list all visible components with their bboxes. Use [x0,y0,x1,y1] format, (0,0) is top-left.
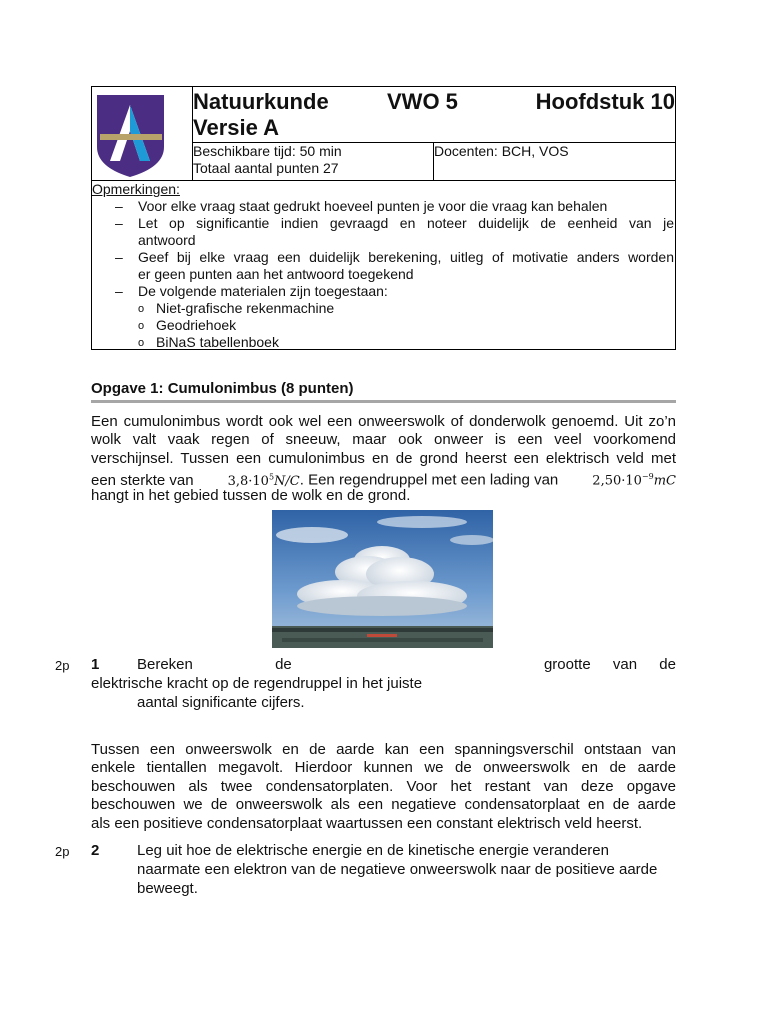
logo-letter: A [130,106,132,108]
text-line: hangt in het gebied tussen de wolk en de grond. [91,486,411,504]
text-line: beschouwen we de onweerswolk als een negatieve condensatorplaat en de aarde [91,796,676,814]
total-points: Totaal aantal punten 27 [193,160,339,176]
section-divider [91,400,676,403]
dash-bullet: – [115,249,123,265]
remark-text: De volgende materialen zijn toegestaan: [138,283,388,299]
circle-bullet: o [138,303,145,315]
text-line: verschijnsel. Tussen een cumulonimbus en de grond heerst een elektrisch veld met [91,449,676,467]
remark-item [115,215,674,249]
charge-exponent: −9 [641,472,654,482]
question-1-line2: elektrische kracht op de regendruppel in het juiste [91,675,423,692]
question-1-points: 2p [55,658,70,673]
remarks-cell [92,180,675,349]
text-line: Tussen een onweerswolk en de aarde kan een spanningsverschil ontstaan van [91,741,676,758]
remark-item [115,249,674,283]
text-fragment: . Een regendruppel met een lading van [299,471,559,489]
field-exponent: 5 [268,472,275,482]
question-2-line1: Leg uit hoe de elektrische energie en de kinetische energie veranderen [137,842,609,859]
text-line: als een positieve condensatorplaat waartussen een constant elektrisch veld heerst. [91,814,643,832]
circle-bullet: o [138,320,145,332]
remark-text: antwoord [138,232,196,248]
school-logo [92,87,193,180]
dash-bullet: – [115,198,123,214]
field-mantissa: 3,8·10 [227,473,269,489]
question-2-points: 2p [55,844,70,859]
q1-word: grootte [543,656,591,673]
text-line: wolk valt vaak regen of sneeuw, maar ook onweer is een veel voorkomend [91,431,676,449]
title-cell [193,87,675,143]
question-2-number: 2 [91,842,100,859]
material-text: Geodriehoek [156,317,237,333]
intro-paragraph [91,413,676,505]
subject-title: Natuurkunde [193,89,329,114]
remark-text: Geef bij elke vraag een duidelijk berekening, uitleg of motivatie anders worden [138,249,674,265]
remark-item [115,198,674,215]
field-unit: N/C [274,473,300,489]
dash-bullet: – [115,283,123,299]
q1-word: de [659,656,676,673]
question-1-number: 1 [91,656,100,673]
text-line: enkele tientallen megavolt. Hierdoor kunnen we de onweerswolk en de aarde [91,759,676,777]
teachers-cell [434,143,675,180]
remark-text: Let op significantie indien gevraagd en noteer duidelijk de eenheid van je [138,215,674,231]
dash-bullet: – [115,215,123,231]
cumulonimbus-photo [272,510,493,648]
section-heading: Opgave 1: Cumulonimbus (8 punten) [91,380,354,397]
charge-value [592,468,676,491]
q1-word: van [612,656,638,673]
material-item [138,317,237,334]
level-title: VWO 5 [387,89,458,114]
condensator-paragraph [91,741,676,833]
text-line [91,468,676,489]
remarks-heading: Opmerkingen: [92,181,180,197]
available-time: Beschikbare tijd: 50 min [193,143,342,159]
question-1-line1 [137,656,676,674]
header-table [91,86,676,350]
circle-bullet: o [138,337,145,349]
remark-text: Voor elke vraag staat gedrukt hoeveel punten je voor die vraag kan behalen [138,198,608,214]
charge-unit: mC [653,473,676,489]
question-2-line3: beweegt. [137,880,198,897]
version-title: Versie A [193,115,280,140]
material-item [138,334,279,351]
remark-text: er geen punten aan het antwoord toegekend [138,266,414,282]
chapter-title: Hoofdstuk 10 [535,89,675,114]
text-fragment: een sterkte van [91,471,194,489]
text-line: beschouwen als twee condensatorplaten. Voor het restant van deze opgave [91,777,676,795]
question-1-line3: aantal significante cijfers. [137,694,305,711]
logo-cell [92,87,193,180]
charge-mantissa: 2,50·10 [592,473,642,489]
time-cell [193,143,434,180]
text-line: Een cumulonimbus wordt ook wel een onweerswolk of donderwolk genoemd. Uit zo’n [91,413,676,430]
q1-word: de [275,656,292,673]
teachers: Docenten: BCH, VOS [434,143,569,159]
material-text: Niet-grafische rekenmachine [156,300,335,316]
material-item [138,300,335,317]
question-2-line2: naarmate een elektron van de negatieve onweerswolk naar de positieve aarde [137,861,658,878]
q1-word: Bereken [137,656,193,673]
remark-item [115,283,674,300]
material-text: BiNaS tabellenboek [156,334,279,350]
